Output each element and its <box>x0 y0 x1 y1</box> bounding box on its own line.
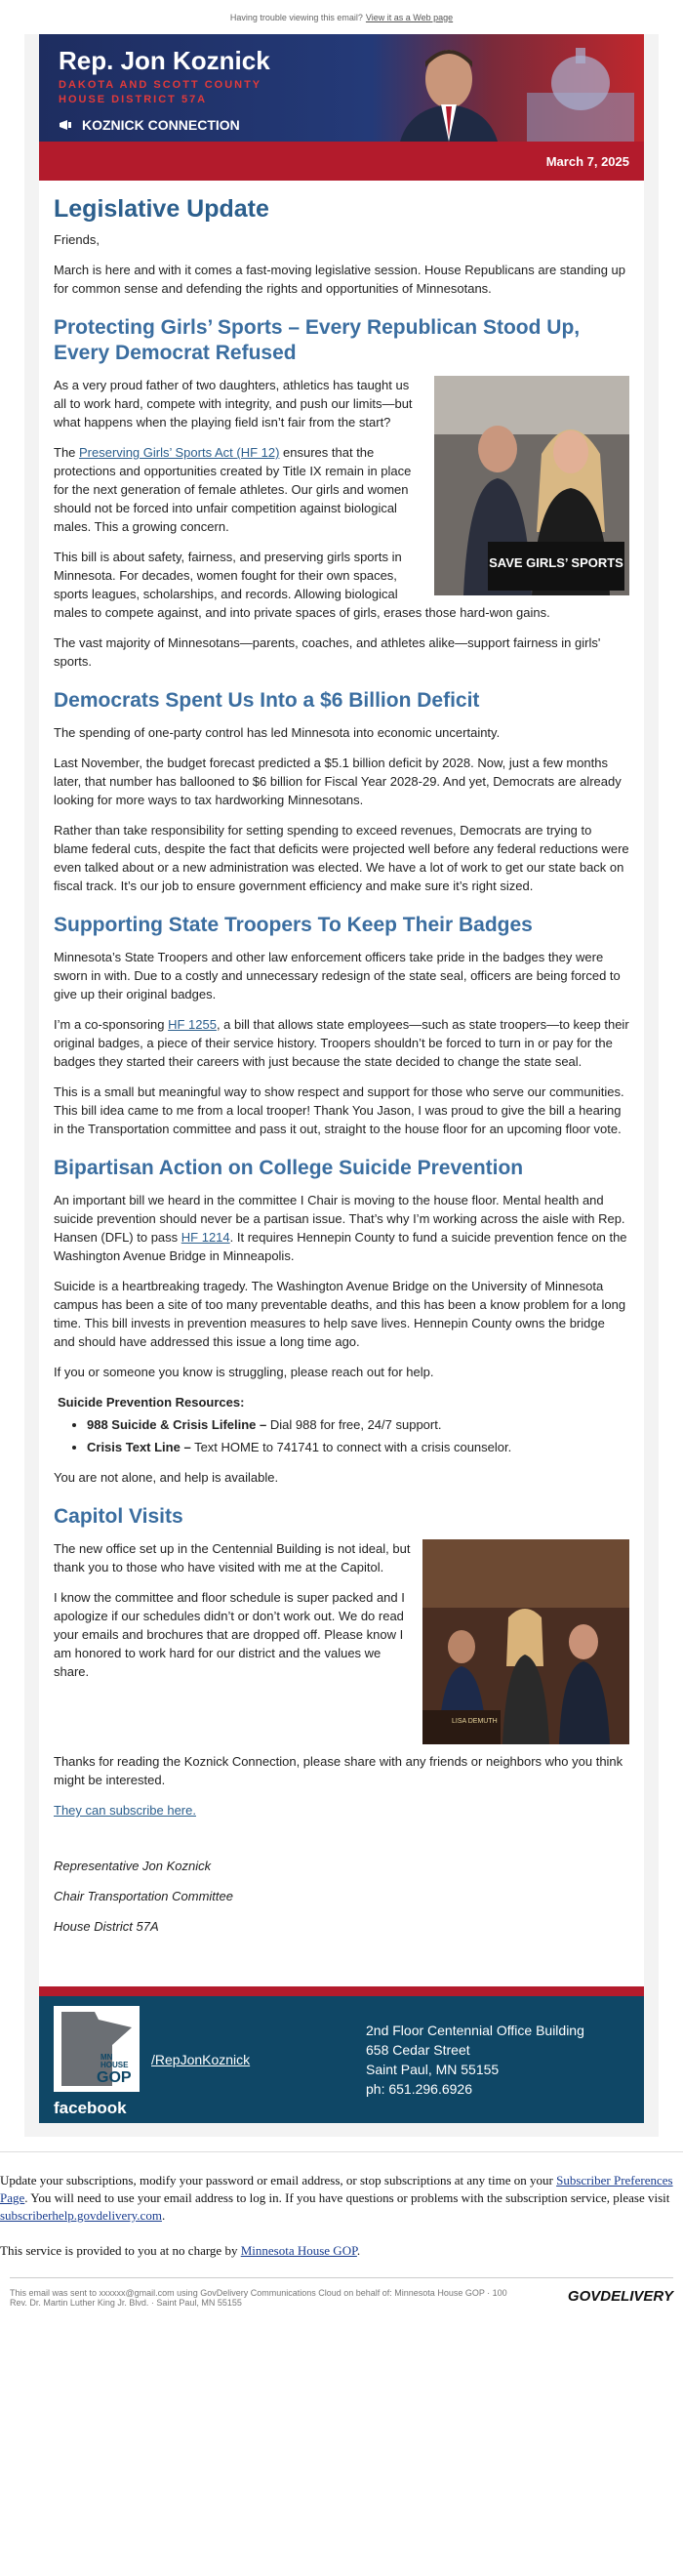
phone-number: ph: 651.296.6926 <box>366 2081 472 2097</box>
page-title: Legislative Update <box>54 195 269 223</box>
deficit-p1: The spending of one-party control has led Minnesota into economic uncertainty. <box>54 725 501 740</box>
text: This service is provided to you at no charge by <box>0 2243 241 2258</box>
text: The <box>54 445 80 460</box>
top-notice-text: Having trouble viewing this email? <box>229 12 363 22</box>
address-line: Saint Paul, MN 55155 <box>366 2062 500 2077</box>
facebook-page-link[interactable]: /RepJonKoznick <box>151 2052 251 2067</box>
capitol-p1: The new office set up in the Centennial Building is not ideal, but thank you to those who have visited with me at the Capitol. <box>54 1541 411 1574</box>
district-label: HOUSE DISTRICT 57A <box>59 94 208 105</box>
resource-name: 988 Suicide & Crisis Lifeline – <box>87 1417 267 1432</box>
county-label: DAKOTA AND SCOTT COUNTY <box>59 79 262 91</box>
sign-text: SAVE GIRLS’ SPORTS <box>489 555 623 570</box>
troopers-p2 <box>54 1015 629 1071</box>
text: This email was sent to xxxxxx@gmail.com using GovDelivery Communications Cloud on behalf of: Minnesota House GOP · 100 <box>10 2288 507 2298</box>
web-page-link[interactable]: View it as a Web page <box>365 12 454 22</box>
bottom-footer <box>10 2277 673 2308</box>
deficit-p2: Last November, the budget forecast predicted a $5.1 billion deficit by 2028. Now, just a few months later, that number has ballooned to $6 billion for Fiscal Year 2028-29. And yet, Democrats are already looking for more ways to tax hardworking Minnesotans. <box>54 756 622 807</box>
text: . You will need to use your email address to log in. If you have questions or problems with the subscription service, please visit <box>24 2190 670 2205</box>
signature-title: Chair Transportation Committee <box>54 1889 233 1903</box>
date-bar <box>39 142 644 181</box>
greeting: Friends, <box>54 232 100 247</box>
troopers-p3: This is a small but meaningful way to show respect and support for those who serve our communities. This bill idea came to me from a local trooper! Thank You Jason, I was proud to give the bill a hearing in the Transportation committee and pass it out, straight to the house floor for an upcoming floor vote. <box>54 1084 624 1136</box>
subscribe-link[interactable]: They can subscribe here. <box>54 1803 196 1818</box>
house-gop-logo <box>54 2006 140 2117</box>
top-notice <box>0 0 683 34</box>
service-text <box>0 2242 683 2260</box>
troopers-p1: Minnesota’s State Troopers and other law enforcement officers take pride in the badges they were sworn in with. Due to a costly and unnecessary redesign of the state seal, officers are being forced to give up their original badges. <box>54 950 621 1002</box>
deficit-p3: Rather than take responsibility for setting spending to exceed revenues, Democrats are trying to blame federal cuts, despite the fact that deficits were projected well before any federal reductions were even talked about or a new administration was elected. We have a lot of work to get our state back on fiscal track. It’s our job to ensure government efficiency and make sure it’s right sized. <box>54 823 629 893</box>
newsletter-name <box>59 117 240 133</box>
section-heading-capitol-visits: Capitol Visits <box>54 1505 183 1528</box>
signature <box>54 1857 629 1936</box>
email-card <box>39 34 644 2123</box>
gop-gop: GOP <box>97 2069 132 2086</box>
list-item <box>87 1438 629 1456</box>
suicide-p1 <box>54 1191 629 1265</box>
footer-divider <box>39 1986 644 1996</box>
gop-mn: MN <box>100 2053 113 2062</box>
suicide-p3: If you or someone you know is struggling, please reach out for help. <box>54 1365 434 1379</box>
preferences-text <box>0 2172 683 2225</box>
capitol-p3: Thanks for reading the Koznick Connection, please share with any friends or neighbors who you think might be interested. <box>54 1754 623 1787</box>
address-line: 658 Cedar Street <box>366 2042 470 2058</box>
girls-sports-p3: This bill is about safety, fairness, and preserving girls sports in Minnesota. For decades, women fought for their own spaces, sports leagues, scholarships, and records. Allowing biological males to compete against, and into private spaces of girls, erases those hard-won gains. <box>54 550 550 620</box>
subscription-notice <box>0 2151 683 2260</box>
name-plate: LISA DEMUTH <box>452 1718 498 1725</box>
girls-sports-photo <box>434 376 629 595</box>
subscriber-preferences-link[interactable]: Subscriber Preferences Page <box>0 2173 673 2205</box>
resources-heading: Suicide Prevention Resources: <box>58 1395 245 1410</box>
gop-house: HOUSE <box>100 2061 129 2069</box>
text: An important bill we heard in the committee I Chair is moving to the house floor. Mental health and suicide prevention should never be a partisan issue. That’s why I’m working across the aisle with Rep. Hansen (DFL) to pass <box>54 1193 625 1245</box>
text: . <box>161 2208 166 2223</box>
address-line: 2nd Floor Centennial Office Building <box>366 2023 584 2038</box>
house-gop-link[interactable]: Minnesota House GOP <box>240 2243 357 2258</box>
facebook-wordmark: facebook <box>54 2099 127 2117</box>
hf1214-link[interactable]: HF 1214 <box>181 1230 230 1245</box>
megaphone-icon <box>59 118 76 132</box>
section-heading-troopers: Supporting State Troopers To Keep Their Badges <box>54 914 533 936</box>
rep-name: Rep. Jon Koznick <box>59 46 270 75</box>
newsletter-title: KOZNICK CONNECTION <box>82 117 240 133</box>
suicide-p2: Suicide is a heartbreaking tragedy. The Washington Avenue Bridge on the University of Minnesota campus has been a site of too many preventable deaths, and this has been a know problem for a long time. This bill invests in prevention measures to help save lives. Hennepin County owns the bridge and should have addressed this issue a long time ago. <box>54 1279 626 1349</box>
signature-name: Representative Jon Koznick <box>54 1859 212 1873</box>
text: Update your subscriptions, modify your password or email address, or stop subscriptions at any time on your <box>0 2173 557 2188</box>
office-address <box>366 2021 584 2099</box>
issue-date: March 7, 2025 <box>545 153 629 169</box>
signature-district: House District 57A <box>54 1919 159 1934</box>
section-heading-suicide-prevention: Bipartisan Action on College Suicide Prevention <box>54 1157 524 1179</box>
capitol-graphic <box>498 34 644 142</box>
main-content <box>39 181 644 1967</box>
list-item <box>87 1415 629 1434</box>
resource-detail: Dial 988 for free, 24/7 support. <box>266 1417 442 1432</box>
hf12-link[interactable]: Preserving Girls’ Sports Act (HF 12) <box>79 445 280 460</box>
text: . <box>356 2243 361 2258</box>
hf1255-link[interactable]: HF 1255 <box>168 1017 217 1032</box>
text: . It requires Hennepin County to fund a suicide prevention fence on the Washington Avenue Bridge in Minneapolis. <box>54 1230 627 1263</box>
girls-sports-p1: As a very proud father of two daughters, athletics has taught us all to work hard, compete with integrity, and push our limits—but what happens when the playing field isn’t fair from the start? <box>54 378 413 429</box>
suicide-p4: You are not alone, and help is available. <box>54 1470 279 1485</box>
minnesota-map-icon <box>54 2006 140 2092</box>
text: , a bill that allows state employees—such as state troopers—to keep their original badges, a piece of their service history. Troopers shouldn’t be forced to turn in or pay for the badges they started their careers with just because the state decided to change the state seal. <box>54 1017 629 1069</box>
resource-name: Crisis Text Line – <box>87 1440 191 1454</box>
footer <box>39 1996 644 2123</box>
text: ensures that the protections and opportunities created by Title IX remain in place for the next generation of female athletes. Our girls and women should not be forced into unfair competition against biological males. This a growing concern. <box>54 445 412 534</box>
sent-to-text <box>10 2288 507 2308</box>
intro-paragraph: March is here and with it comes a fast-moving legislative session. House Republicans are standing up for common sense and defending the rights and opportunities of Minnesotans. <box>54 263 626 296</box>
capitol-p2: I know the committee and floor schedule is super packed and I apologize if our schedules didn’t or don’t work out. We do read your emails and brochures that are dropped off. Please know I am honored to work hard for our district and the values we share. <box>54 1590 405 1679</box>
header-banner <box>39 34 644 142</box>
girls-sports-p4: The vast majority of Minnesotans—parents, coaches, and athletes alike—support fairness in girls' sports. <box>54 635 601 669</box>
subscriber-help-link[interactable]: subscriberhelp.govdelivery.com <box>0 2208 162 2223</box>
resources-list <box>54 1415 629 1456</box>
resource-detail: Text HOME to 741741 to connect with a crisis counselor. <box>190 1440 512 1454</box>
email-frame <box>24 34 659 2137</box>
text: Rev. Dr. Martin Luther King Jr. Blvd. · Saint Paul, MN 55155 <box>10 2298 242 2308</box>
rep-portrait <box>390 40 507 142</box>
govdelivery-logo: GOVDELIVERY <box>567 2288 673 2305</box>
capitol-visit-photo <box>422 1539 629 1744</box>
section-heading-deficit: Democrats Spent Us Into a $6 Billion Deficit <box>54 689 480 712</box>
section-heading-girls-sports: Protecting Girls’ Sports – Every Republican Stood Up, Every Democrat Refused <box>54 316 581 364</box>
text: I’m a co-sponsoring <box>54 1017 169 1032</box>
